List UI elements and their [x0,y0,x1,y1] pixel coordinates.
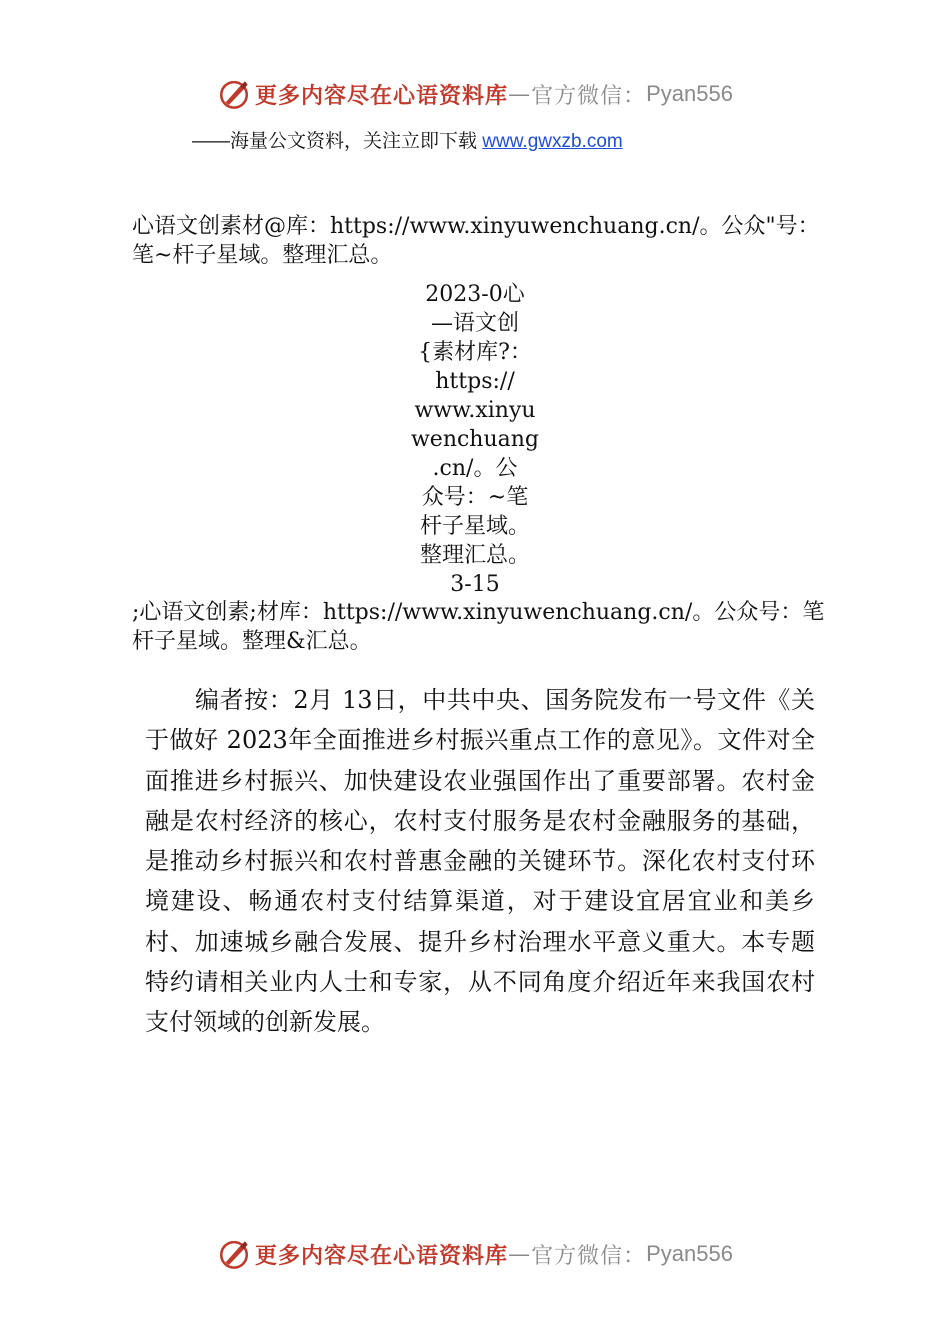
watermark-center-line: .cn/。公 [432,456,518,481]
watermark-center-line: 整理汇总。 [419,543,530,568]
editor-note-paragraph: 编者按：2月 13日，中共中央、国务院发布一号文件《关于做好 2023年全面推进乡村振兴重点工作的意见》。文件对全面推进乡村振兴、加快建设农业强国作出了重要部署。农村金融是农村经济的核心，农村支付服务是农村金融服务的基础，是推动乡村振兴和农村普惠金融的关键环节。深化农村支付环境建设、畅通农村支付结算渠道，对于建设宜居宜业和美乡村、加速城乡融合发展、提升乡村治理水平意义重大。本专题特约请相关业内人士和专家，从不同角度介绍近年来我国农村支付领域的创新发展。 [145,686,815,1037]
watermark-center-line: 众号：~笔 [421,485,529,510]
pen-logo-icon [217,77,251,111]
footer-banner [0,1234,950,1274]
footer-brand-text: 更多内容尽在心语资料库 [255,1242,509,1269]
watermark-center-line: 2023-0心 [425,282,525,307]
watermark-center-line: www.xinyu [414,398,536,423]
watermark-center-line: —语文创 [430,311,519,336]
watermark-center-line: wenchuang [410,427,540,452]
banner-dash: — [508,81,532,107]
footer-dash: — [508,1241,532,1267]
banner-brand-text: 更多内容尽在心语资料库 [255,82,509,109]
header-banner [0,74,950,114]
watermark-top: 心语文创素材@库：https://www.xinyuwenchuang.cn/。公众"号：笔~杆子星域。整理汇总。 [132,214,820,268]
pen-logo-icon [217,1237,251,1271]
footer-wechat-label: 官方微信： [531,1243,647,1269]
watermark-center [400,280,550,599]
download-link[interactable]: www.gwxzb.com [482,131,623,152]
subheader-text: ——海量公文资料，关注立即下载 [192,131,478,152]
footer-wechat-id: Pyan556 [646,1241,733,1266]
watermark-center-line: 杆子星域。 [419,514,530,539]
banner-wechat-id: Pyan556 [646,81,733,106]
subheader [192,126,912,153]
watermark-center-line: 3-15 [450,572,500,597]
watermark-center-line: https:// [435,369,515,394]
watermark-center-line: {素材库?： [418,340,532,365]
watermark-bottom: ;心语文创素;材库：https://www.xinyuwenchuang.cn/。公众号：笔杆子星域。整理&汇总。 [132,600,825,654]
banner-wechat-label: 官方微信： [531,83,647,109]
